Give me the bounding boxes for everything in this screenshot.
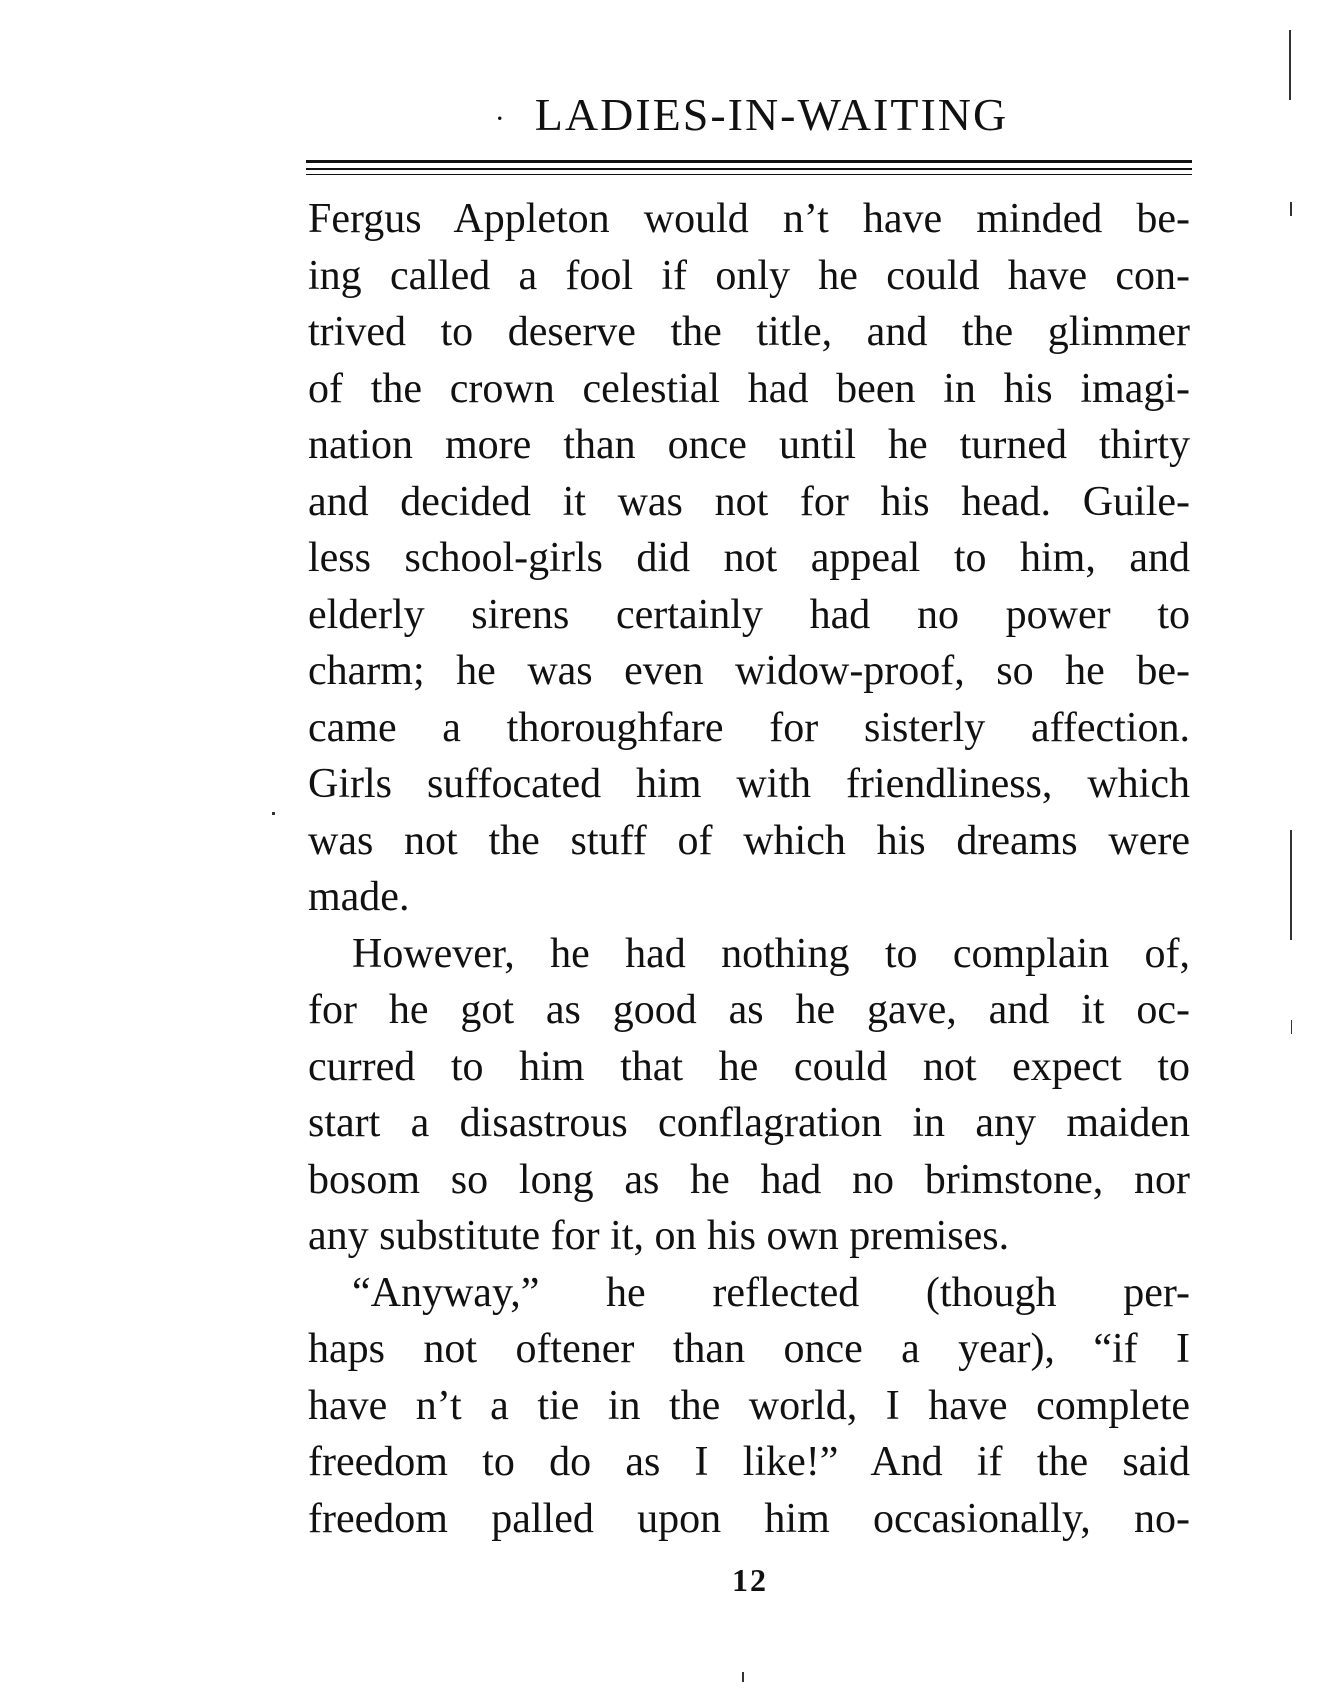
text-line: freedom to do as I like!” And if the said [308, 1439, 1190, 1485]
text-line: for he got as good as he gave, and it oc- [308, 987, 1190, 1033]
scan-edge-mark [1290, 830, 1292, 940]
text-line: made. [308, 874, 410, 920]
text-line: less school-girls did not appeal to him, and [308, 535, 1190, 581]
text-line: charm; he was even widow-proof, so he be- [308, 648, 1190, 694]
text-line: However, he had nothing to complain of, [352, 930, 1190, 977]
text-line: was not the stuff of which his dreams were [308, 817, 1190, 864]
text-line: any substitute for it, on his own premises. [308, 1213, 1010, 1259]
page-header [310, 89, 1193, 140]
scan-speck [742, 1672, 744, 1682]
text-line: start a disastrous conflagration in any maiden [308, 1100, 1190, 1146]
text-line: trived to deserve the title, and the glimmer [308, 309, 1190, 355]
text-line: “Anyway,” he reflected (though per- [352, 1269, 1190, 1316]
running-head [495, 89, 1008, 140]
text-line: nation more than once until he turned thirty [308, 422, 1190, 468]
text-line: curred to him that he could not expect to [308, 1043, 1190, 1090]
text-line: came a thoroughfare for sisterly affection. [308, 704, 1190, 751]
scan-edge-mark [1290, 202, 1292, 216]
text-line: bosom so long as he had no brimstone, nor [308, 1156, 1190, 1203]
header-rule-top [306, 160, 1192, 163]
body-text [308, 191, 1190, 1547]
running-head-title: LADIES-IN-WAITING [534, 89, 1009, 140]
header-rule-middle [306, 168, 1192, 170]
header-rule-bottom [306, 174, 1192, 175]
text-line: haps not oftener than once a year), “if I [308, 1326, 1190, 1372]
text-line: Fergus Appleton would n’t have minded be- [308, 196, 1190, 242]
header-dot: · [494, 102, 507, 136]
text-line: of the crown celestial had been in his imagi- [308, 365, 1190, 412]
scan-speck [272, 812, 275, 815]
text-line: ing called a fool if only he could have con- [308, 252, 1190, 299]
text-line: have n’t a tie in the world, I have complete [308, 1382, 1190, 1429]
text-line: and decided it was not for his head. Guile- [308, 478, 1190, 525]
scan-edge-mark [1289, 30, 1291, 100]
text-line: elderly sirens certainly had no power to [308, 591, 1190, 638]
scan-edge-mark [1291, 1020, 1292, 1034]
text-line: Girls suffocated him with friendliness, which [308, 761, 1190, 807]
text-line: freedom palled upon him occasionally, no- [308, 1495, 1190, 1542]
page-number: 12 [732, 1562, 768, 1598]
